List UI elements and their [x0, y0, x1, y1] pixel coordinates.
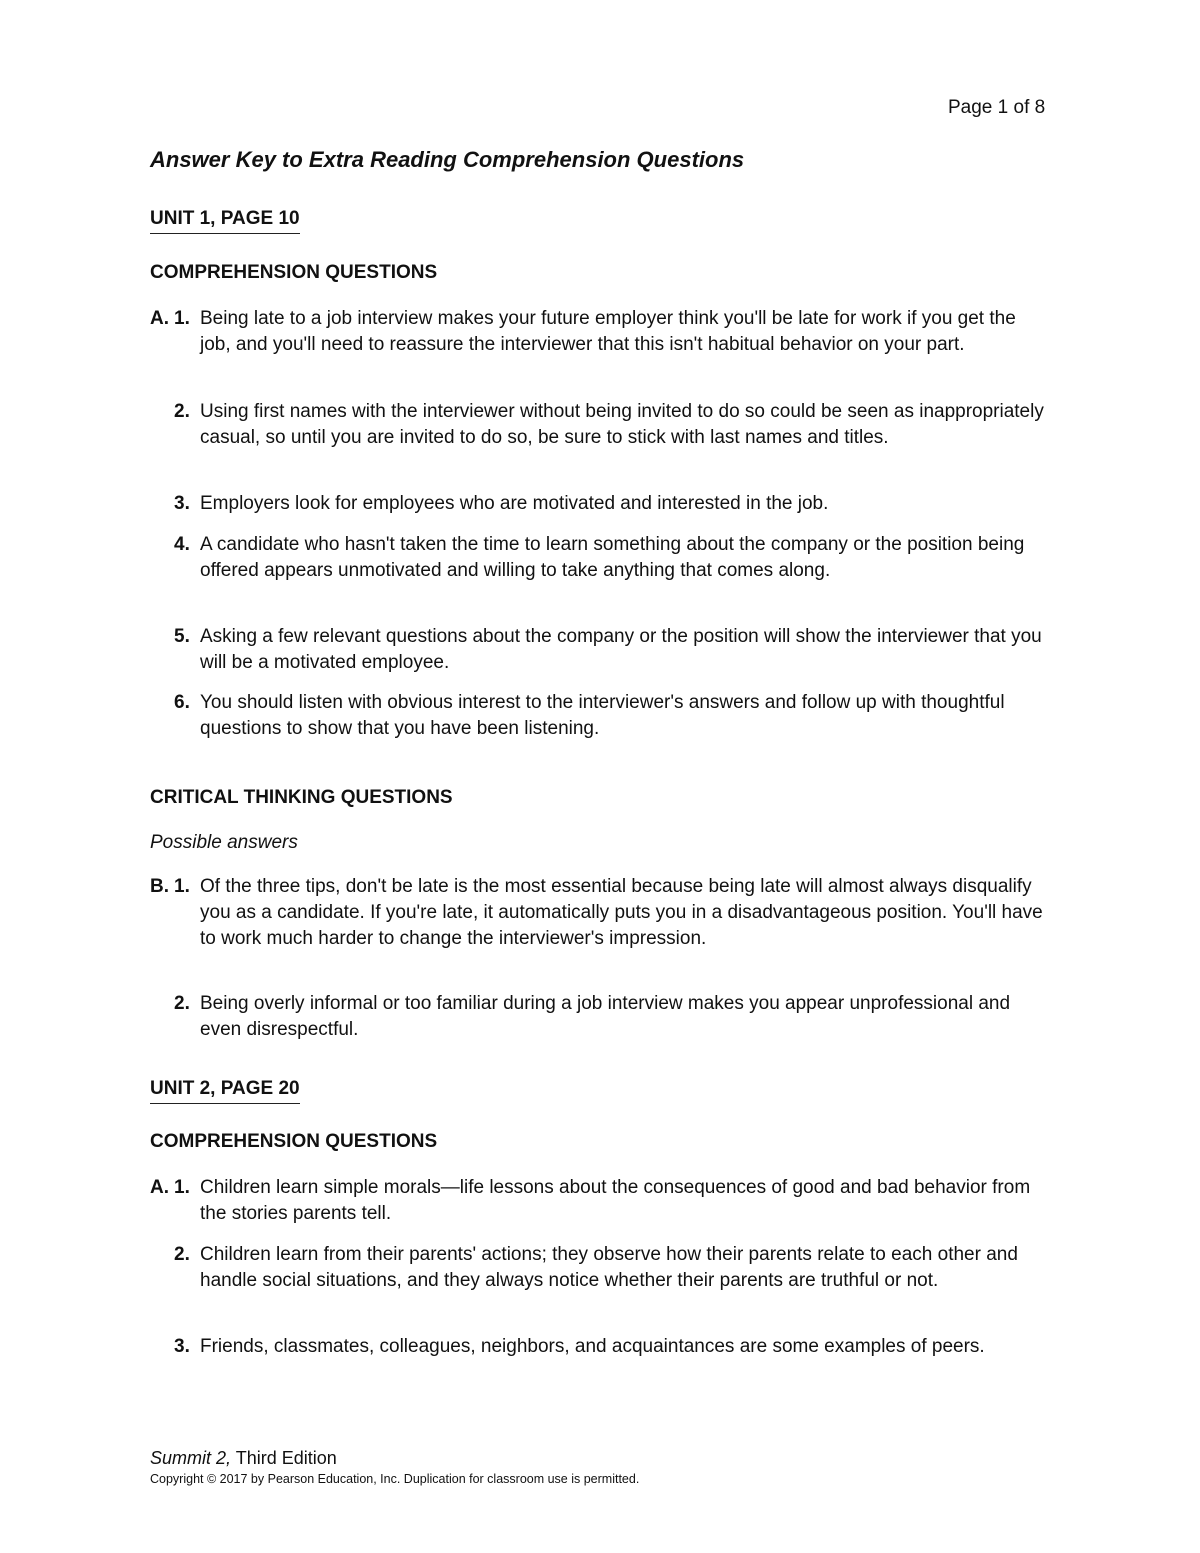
item-number: 1.	[174, 876, 190, 897]
unit-1-comprehension-item-5	[150, 624, 1050, 676]
item-number: 1.	[174, 308, 190, 329]
item-number: 5.	[174, 626, 190, 647]
item-text: You should listen with obvious interest to the interviewer's answers and follow up with thoughtful questions to show that you have been listening.	[200, 692, 1005, 739]
book-title: Summit 2,	[150, 1448, 232, 1468]
item-number: 2.	[174, 993, 190, 1014]
item-text: Friends, classmates, colleagues, neighbors, and acquaintances are some examples of peers.	[200, 1336, 985, 1357]
unit-2-heading: UNIT 2, PAGE 20	[150, 1078, 300, 1104]
unit-2-comprehension-heading: COMPREHENSION QUESTIONS	[150, 1131, 438, 1152]
item-text: Children learn from their parents' actions; they observe how their parents relate to each other and handle social situations, and they always notice whether their parents are truthful or not.	[200, 1244, 1018, 1291]
item-text: Being late to a job interview makes your future employer think you'll be late for work if you get the job, and you'll need to reassure the interviewer that this isn't habitual behavior on your part.	[200, 308, 1016, 355]
section-letter: A.	[150, 308, 169, 329]
item-number: 3.	[174, 1336, 190, 1357]
item-text: Using first names with the interviewer without being invited to do so could be seen as inappropriately casual, so until you are invited to do so, be sure to stick with last names and titles.	[200, 401, 1044, 448]
item-number: 1.	[174, 1177, 190, 1198]
item-text: Asking a few relevant questions about the company or the position will show the interviewer that you will be a motivated employee.	[200, 626, 1042, 673]
item-number: 2.	[174, 1244, 190, 1265]
unit-2-comprehension-item-2	[150, 1242, 1050, 1294]
item-number: 2.	[174, 401, 190, 422]
possible-answers-note: Possible answers	[150, 832, 298, 853]
unit-1-comprehension-item-2	[150, 399, 1050, 451]
unit-1-comprehension-item-3	[150, 491, 1050, 517]
unit-2-comprehension-item-3	[150, 1334, 1050, 1360]
item-number: 6.	[174, 692, 190, 713]
section-letter: B.	[150, 876, 169, 897]
book-edition: Third Edition	[235, 1448, 337, 1468]
unit-1-critical-item-2	[150, 991, 1050, 1043]
item-text: A candidate who hasn't taken the time to learn something about the company or the position being offered appears unmotivated and willing to take anything that comes along.	[200, 534, 1025, 581]
unit-1-comprehension-heading: COMPREHENSION QUESTIONS	[150, 262, 438, 283]
page-number: Page 1 of 8	[948, 97, 1046, 118]
item-text: Employers look for employees who are motivated and interested in the job.	[200, 493, 829, 514]
unit-1-critical-item-1	[150, 874, 1050, 952]
unit-1-heading: UNIT 1, PAGE 10	[150, 208, 300, 234]
item-text: Of the three tips, don't be late is the most essential because being late will almost always disqualify you as a candidate. If you're late, it automatically puts you in a disadvantageous position. You'll have to work much harder to change the interviewer's impression.	[200, 876, 1043, 949]
unit-1-comprehension-item-1	[150, 306, 1050, 358]
unit-1-comprehension-item-6	[150, 690, 1050, 742]
section-letter: A.	[150, 1177, 169, 1198]
unit-2-comprehension-item-1	[150, 1175, 1050, 1227]
item-number: 4.	[174, 534, 190, 555]
unit-1-critical-thinking-heading: CRITICAL THINKING QUESTIONS	[150, 787, 453, 808]
item-text: Children learn simple morals—life lessons about the consequences of good and bad behavior from the stories parents tell.	[200, 1177, 1031, 1224]
unit-1-comprehension-item-4	[150, 532, 1050, 584]
document-title: Answer Key to Extra Reading Comprehension Questions	[150, 147, 745, 172]
item-text: Being overly informal or too familiar during a job interview makes you appear unprofessional and even disrespectful.	[200, 993, 1011, 1040]
item-number: 3.	[174, 493, 190, 514]
footer-book-title	[150, 1448, 337, 1469]
footer-copyright: Copyright © 2017 by Pearson Education, Inc. Duplication for classroom use is permitted.	[150, 1472, 640, 1486]
